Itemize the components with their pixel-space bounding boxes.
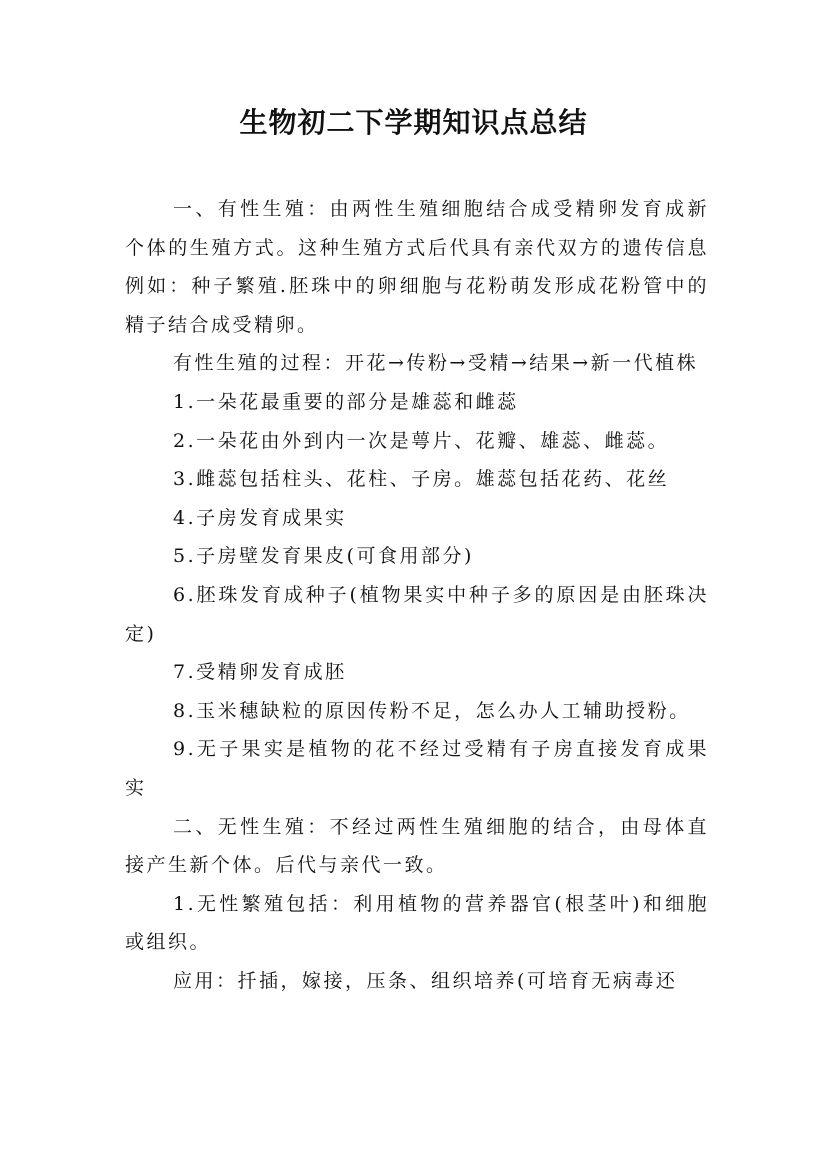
list-item-4: 4.子房发育成果实 xyxy=(173,506,347,529)
list-item-2: 2.一朵花由外到内一次是萼片、花瓣、雄蕊、雌蕊。 xyxy=(173,429,670,452)
list-item-1: 1.一朵花最重要的部分是雄蕊和雌蕊 xyxy=(173,390,519,413)
page-title: 生物初二下学期知识点总结 xyxy=(239,106,588,139)
list-item-8: 8.玉米穗缺粒的原因传粉不足，怎么办人工辅助授粉。 xyxy=(173,699,691,722)
paragraph-applications: 应用：扦插，嫁接，压条、组织培养(可培育无病毒还 xyxy=(173,969,678,992)
asexual-list-item-1: 1.无性繁殖包括：利用植物的营养器官(根茎叶)和细胞或组织。 xyxy=(125,892,709,954)
list-item-7: 7.受精卵发育成胚 xyxy=(173,661,347,684)
list-item-6: 6.胚珠发育成种子(植物果实中种子多的原因是由胚珠决定) xyxy=(125,583,709,645)
paragraph-sexual-reproduction: 一、有性生殖：由两性生殖细胞结合成受精卵发育成新个体的生殖方式。这种生殖方式后代具有亲代双方的遗传信息例如：种子繁殖.胚珠中的卵细胞与花粉萌发形成花粉管中的精子结合成受精卵。 xyxy=(125,198,709,336)
list-item-5: 5.子房壁发育果皮(可食用部分) xyxy=(173,545,474,568)
paragraph-asexual-reproduction: 二、无性生殖：不经过两性生殖细胞的结合，由母体直接产生新个体。后代与亲代一致。 xyxy=(125,815,709,877)
paragraph-sexual-process: 有性生殖的过程：开花→传粉→受精→结果→新一代植株 xyxy=(173,352,699,375)
document-body xyxy=(125,190,709,1000)
list-item-9: 9.无子果实是植物的花不经过受精有子房直接发育成果实 xyxy=(125,738,709,799)
list-item-3: 3.雌蕊包括柱头、花柱、子房。雄蕊包括花药、花丝 xyxy=(173,468,670,491)
